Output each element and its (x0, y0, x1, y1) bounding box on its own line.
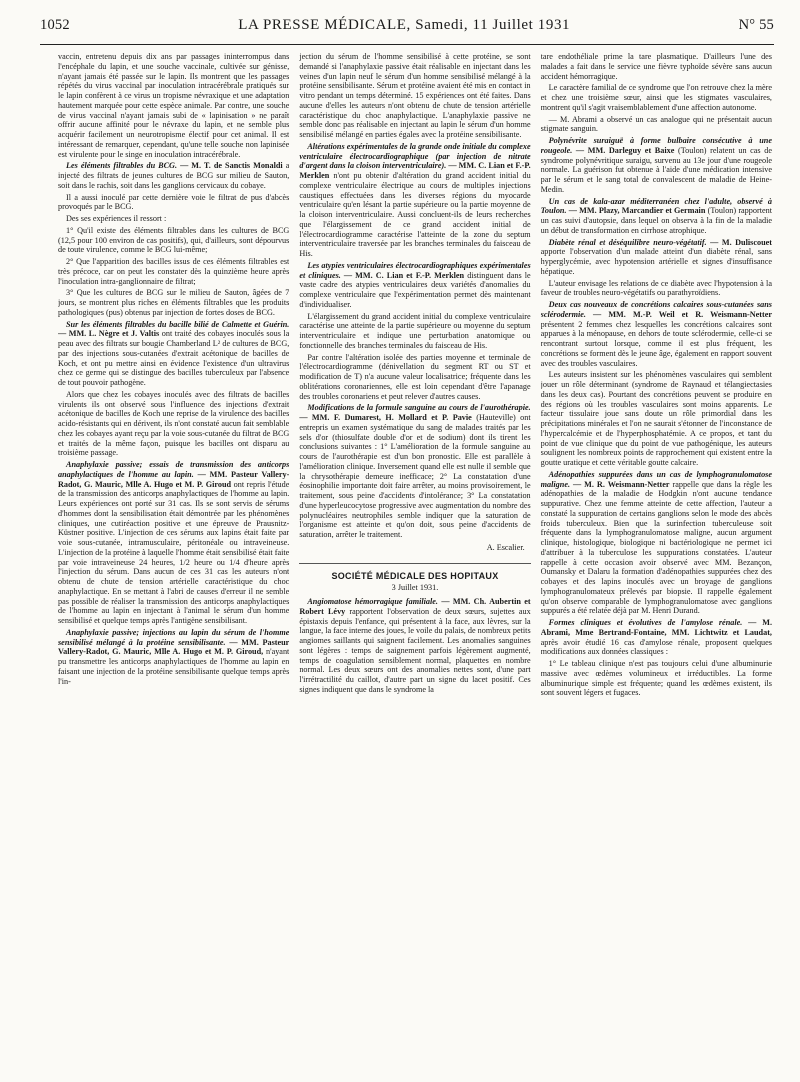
abstract-authors: — M. R. Weismann-Netter (572, 479, 670, 489)
abstract-text: distinguent dans le vaste cadre des atypies ventriculaires deux variétés d'anomalies du complexe ventriculaire que l'expérimentation permet dès maintenant d'individualiser. (299, 270, 531, 309)
abstract-text: (Toulon) rapportent un cas suivi d'autopsie, dans lequel on observa à la fin de la maladie un début de transformation en cirrhose atrophique. (540, 206, 772, 235)
abstract-authors: — MM. C. Lian et F.-P. Merklen (343, 270, 465, 280)
abstract-title: Modifications de la formule sanguine au cours de l'aurothérapie. (307, 403, 531, 413)
paragraph: Par contre l'altération isolée des parties moyenne et terminale de l'électrocardiogramme (dénivellation du segment RT ou ST et modification de T) n'a aucune valeur localisatrice; fréquente dans les oblitérations coronariennes, elle est loin cependant d'être l'apanage des troubles coronariens et peut relever d'autres causes. (299, 352, 531, 401)
abstract-item (58, 161, 289, 190)
abstract-text: (Hauteville) ont entrepris un examen systématique du sang de malades traités par les sels d'or (thiosulfate double d'or et de sodium) dont ils tirent les conclusions suivantes : 1° L'amélioration de la formule sanguine au cours de l'aurothérapie est d'un bon pronostic. Elle est parallèle à l'amélioration clinique. Inversement quand elle est nulle il semble que la chrysothérapie demeure inefficace; 2° La constatation d'une éosinophilie importante doit faire arrêter, au moins provisoirement, le traitement, sous peine d'accidents d'intolérance; 3° La constatation d'une hyperleucocytose progressive avec augmentation du nombre des polynucléaires neutrophiles semble indiquer que la saturation de l'organisme est atteinte et qu'on doit, sous peine d'accidents de saturation, arrêter le traitement. (299, 413, 531, 539)
issue-number: N° 55 (738, 17, 774, 33)
abstract-title: Adénopathies suppurées dans un cas de lymphogranulomatose maligne. (540, 469, 772, 489)
paragraph: — M. Abrami a observé un cas analogue qui ne présentait aucun stigmate sanguin. (540, 114, 772, 134)
paragraph: tare endothéliale prime la tare plasmatique. D'ailleurs l'une des malades a fait dans le service une fièvre typhoïde sévère sans aucun accident hémorragique. (540, 52, 772, 81)
paragraph: L'auteur envisage les relations de ce diabète avec l'hypotension à la faveur de troubles neuro-végétatifs ou parathyroïdiens. (540, 278, 772, 298)
abstract-item (541, 136, 772, 195)
abstract-authors: — M. Abrami, Mme Bertrand-Fontaine, MM. Lichtwitz et Laudat, (540, 618, 772, 637)
abstract-item (58, 460, 289, 626)
abstract-text: a injecté des filtrats de jeunes cultures de BCG sur milieu de Sauton, soit dans le rachis, soit dans les ganglions cervicaux du cobaye. (58, 161, 290, 190)
abstract-authors: — MM. Ch. Aubertin et Robert Lévy (299, 597, 531, 616)
abstract-authors: — M. T. de Sanctis Monaldi (180, 161, 283, 171)
abstract-title: Un cas de kala-azar méditerranéen chez l'adulte, observé à Toulon. (540, 196, 772, 216)
paragraph: 1° Qu'il existe des éléments filtrables dans les cultures de BCG (12,5 pour 100 environ de cas positifs), qui, d'ailleurs, sont dépourvus de toute virulence, comme le BCG lui-même; (58, 225, 290, 255)
abstract-text: rappelle que dans la règle les adénopathies de la maladie de Hodgkin n'ont aucune tendance suppurative. Chez une femme atteinte de cette affection, l'auteur a constaté la suppuration de certains ganglions selon le mode des abcès froids tuberculeux. Bien que la surinfection tuberculeuse soit fréquente dans la lymphogranulomatose maligne, aucun argument clinique, histologique, biologique ni bactériologique ne permet ici d'attribuer à la tuberculose les suppurations constatées. L'auteur rappelle à cette occasion avoir observé avec MM. Bezançon, Oumansky et Dalaru la formation d'adénopathies suppurées chez des cobayes et des lapins inoculés avec un broyage de ganglions lymphogranulomateux prélevés par biopsie. Il rappelle également qu'on observe comparable de lymphogranulomatose avec ganglions suppurés a été relatée déjà par M. Henri Durand. (540, 479, 772, 616)
author-signature: A. Escalier. (486, 542, 525, 552)
abstract-text: apporte l'observation d'un malade atteint d'un diabète rénal, sans hyperglycémie, avec hypotension artérielle et signes d'insuffisance hépatique. (540, 247, 772, 276)
abstract-item (541, 300, 772, 368)
abstract-title: Angiomatose hémorragique familiale. (307, 597, 438, 606)
abstract-item (299, 597, 530, 695)
abstract-title: Diabète rénal et déséquilibre neuro-végétatif. (548, 237, 707, 247)
abstract-text: rapportent l'observation de deux sœurs, sujettes aux épistaxis depuis l'enfance, qui présentent à la face, aux lèvres, sur la langue, la face interne des joues, le voile du palais, de nombreux petits angiomes saillants qui saignent facilement. Les anomalies sanguines sont légères : temps de saignement parfois légèrement augmenté, temps de coagulation sensiblement normal, plaquettes en nombre normal. Les deux sœurs ont des anomalies nettes sont, d'une part l'irrétractilité du caillot, d'autre part un signe du lacet positif. Ces signes indiquent que dans le syndrome la (299, 606, 531, 694)
abstract-authors: — MM. M.-P. Weil et R. Weismann-Netter (593, 309, 772, 319)
abstract-text: ont repris l'étude de la transmission des anticorps anaphylactiques de l'homme au lapin. Leurs expériences ont porté sur 31 cas. Ils se sont servis de sérums d'hommes dont la sensibilisation était démontrée par les phénomènes cliniques, une cutiréaction positive et une épreuve de Prausnitz-Küstner positive. L'injection de ces sérums aux lapins était faite par voie sous-cutanée, intramusculaire, péritonéale ou intraveineuse. L'injection de la protéine à laquelle l'homme était sensibilisé était faite par voie intraveineuse 24 heures, 1/2 heure ou 1/4 d'heure après l'injection du sérum. Dans aucun de ces 31 cas les auteurs n'ont obtenu de chute de tension artérielle caractéristique du choc anaphylactique. En se mettant à l'abri de causes d'erreur il ne semble pas possible de réaliser la transmission des anticorps anaphylactiques de l'homme au lapin en injectant à l'animal le sérum d'un homme sensibilisé et quelque temps après l'antigène sensibilisant. (58, 479, 290, 625)
paragraph: 1° Le tableau clinique n'est pas toujours celui d'une albuminurie massive avec œdèmes volumineux et irréductibles. La forme albuminurique simple est fréquente; quand les œdèmes existent, ils sont souvent légers et fugaces. (540, 659, 772, 698)
paragraph: Il a aussi inoculé par cette dernière voie le filtrat de pus d'abcès provoqués par le BCG. (58, 192, 290, 212)
abstract-authors: — MM. Pasteur Vallery-Radot, G. Mauric, Mlle A. Hugo et M. P. Giroud (58, 469, 290, 489)
abstract-item (299, 261, 530, 310)
paragraph: 2° Que l'apparition des bacilles issus de ces éléments filtrables est très précoce, car on peut les constater dès la quinzième heure après l'inoculation intra-ganglionnaire de filtrat; (58, 257, 290, 286)
abstract-item (299, 142, 530, 259)
section-date: 3 Juillet 1931. (391, 583, 439, 593)
paragraph: Des ses expériences il ressort : (66, 214, 167, 223)
page-header (40, 17, 774, 39)
abstract-title: Altérations expérimentales de la grande onde initiale du complexe ventriculaire électrocardiographique (par injection de nitrate d'argent dans la cloison interventriculaire). (299, 141, 531, 171)
abstract-item (541, 238, 772, 277)
abstract-title: Anaphylaxie passive; injections au lapin du sérum de l'homme sensibilisé mélangé à la protéine sensibilisante. (58, 627, 290, 647)
abstract-authors: — MM. L. Nègre et J. Valtis (58, 329, 160, 339)
paragraph: Alors que chez les cobayes inoculés avec des filtrats de bacilles virulents ils ont observé sous l'influence des injections d'extrait acétonique de bacilles de Koch une reprise de la virulence des bacilles acido-résistants qui en dérivent, ils n'ont constaté aucun fait semblable chez les cobayes ayant reçu par la voie sous-cutanée du filtrat de BCG et traités de la même façon, puisque les bacilles ont disparu au troisième passage. (58, 389, 290, 458)
abstract-title: Anaphylaxie passive; essais de transmission des anticorps anaphylactiques de l'homme au lapin. (58, 460, 290, 479)
abstract-authors: — MM. Darleguy et Baixe (575, 145, 675, 155)
page-number: 1052 (40, 17, 70, 33)
abstract-item (299, 403, 530, 540)
abstract-title: Formes cliniques et évolutives de l'amylose rénale. (548, 618, 743, 627)
paragraph: Le caractère familial de ce syndrome que l'on retrouve chez la mère et chez une troisième sœur, ainsi que les stigmates vasculaires, montrent qu'il s'agit vraisemblablement d'une affection autonome. (540, 83, 772, 112)
abstract-authors: — MM. Pasteur Vallery-Radot, G. Mauric, Mlle A. Hugo et M. P. Giroud, (58, 637, 290, 657)
abstract-item (58, 320, 289, 388)
paragraph: Les auteurs insistent sur les phénomènes vasculaires qui semblent jouer un rôle déterminant (syndrome de Raynaud et télangiectasies dans les deux cas). Pourtant des concrétions peuvent se produire en des régions où les troubles vasculaires sont moins apparents. Le facteur tissulaire joue sans doute un rôle primordial dans les précipitations minérales et l'on ne saurait s'étonner de l'inconstance de l'hypercalcémie et de l'hyperphosphatémie. A ce propos, et tant du point de vue clinique que du point de vue pathogénique, les auteurs soulignent les nombreux points de rapprochement qui existent entre la goutte uratique et cette véritable goutte calcaire. (540, 370, 772, 467)
paragraph: 3° Que les cultures de BCG sur le milieu de Sauton, âgées de 7 jours, se montrent plus riches en éléments filtrables que les produits pathologiques (pus) obtenus par injection de fortes doses de BCG. (58, 288, 290, 317)
abstract-authors: — MM. C. Lian et F.-P. Merklen (299, 161, 531, 180)
abstract-text: n'ayant pu transmettre les anticorps anaphylactiques de l'homme au lapin en faisant une injection de la protéine sensibilisante quelque temps après l'in- (58, 647, 290, 686)
abstract-item (58, 628, 289, 687)
abstract-title: Les éléments filtrables du BCG. (66, 161, 178, 171)
section-heading: SOCIÉTÉ MÉDICALE DES HOPITAUX (299, 563, 530, 582)
journal-title: LA PRESSE MÉDICALE, Samedi, 11 Juillet 1931 (238, 17, 571, 33)
abstract-text: après avoir étudié 16 cas d'amylose rénale, proposent quelques modifications aux données classiques : (540, 637, 772, 657)
column-3 (541, 52, 772, 1076)
paragraph: jection du sérum de l'homme sensibilisé à cette protéine, se sont demandé si l'anaphylaxie passive était réalisable en injectant dans les veines d'un lapin neuf le sérum d'un homme sensibilisé mélangé à la protéine sensibilisante. Sérum et protéine avaient été mis en contact in vitro pendant un temps déterminé. 15 expériences ont été faites. Dans aucune d'elles les auteurs n'ont obtenu de chute de tension artérielle caractéristique du choc anaphylactique. L'anaphylaxie passive ne semble donc pas réalisable en injectant au lapin le sérum d'un homme sensibilisé mélangé en parties égales avec la protéine sensibilisante. (299, 52, 531, 139)
abstract-title: Les atypies ventriculaires électrocardiographiques expérimentales et cliniques. (299, 260, 531, 280)
abstract-text: (Toulon) relatent un cas de syndrome polynévritique suraigu, survenu au 13e jour d'une rougeole normale. La guérison fut obtenue à l'aide d'une médication intensive par le sérum et le sang total de convalescent de maladie de Heine-Medin. (540, 145, 772, 194)
abstract-authors: — M. Duliscouet (710, 237, 772, 247)
abstract-title: Polynévrite suraiguë à forme bulbaire consécutive à une rougeole. (540, 136, 772, 155)
abstract-text: n'ont pu obtenir d'altération du grand accident initial du complexe ventriculaire électrique au cours de multiples injections caustiques effectuées dans les diverses régions du myocarde ventriculaire qu'en lésant la partie supérieure ou la partie moyenne de la cloison interventriculaire. Aussi concluent-ils de leurs recherches que l'élargissement de ce grand accident initial de l'électrocardiogramme caractérise l'atteinte de la zone du septum interventriculaire traversée par les branches terminales du faisceau de His. (299, 171, 531, 258)
column-1 (58, 52, 289, 1076)
abstract-item (541, 470, 772, 616)
paragraph: vaccin, entretenu depuis dix ans par passages ininterrompus dans l'encéphale du lapin, et une souche vaccinale, cultivée sur génisse, n'ayant jamais été passée sur le lapin. Ils montrent que les passages répétés du virus vaccinal par inoculation intracérébrale pratiqués sur le lapin confèrent à ce virus un tropisme névraxique et une adaptation hautement marquée pour cette espèce animale. Par contre, une souche de virus vaccinal n'ayant jamais subi de « lapinisation » ne paraît offrir aucune affinité pour le névraxe du lapin, et ne semble plus acquérir facilement un neurotropisme électif pour cet animal. Il est intéressant de remarquer, cependant, qu'une telle souche non lapinisée est virulente pour le singe en inoculation intracérébrale. (58, 52, 290, 159)
article-columns (58, 52, 772, 1076)
column-2 (299, 52, 530, 1076)
abstract-text: présentent 2 femmes chez lesquelles les concrétions calcaires sont apparues à la ménopause, en dehors de toute sclérodermie, celle-ci se rencontrant surtout lorsque, comme il est plus fréquent, les concrétions se forment dès le jeune âge, également en rapport souvent avec des troubles vasculaires. (540, 319, 772, 368)
abstract-authors: — MM. F. Dumarest, H. Mollard et P. Pavie (299, 413, 472, 422)
abstract-authors: — MM. Plazy, Marcandier et Germain (568, 206, 706, 216)
abstract-title: Deux cas nouveaux de concrétions calcaires sous-cutanées sans sclérodermie. (540, 300, 772, 319)
abstract-text: ont traité des cobayes inoculés sous la peau avec des filtrats sur bougie Chamberland L² de cultures de BCG, par des injections sous-cutanées d'extrait acétonique de bacilles de Koch, et ont pu mettre ainsi en évidence l'existence d'un ultravirus chez ce germe qui se distingue des bacilles tuberculeux par l'absence de tout pouvoir pathogène. (58, 329, 290, 387)
abstract-item (541, 197, 772, 236)
header-rule (40, 44, 774, 45)
abstract-title: Sur les éléments filtrables du bacille bilié de Calmette et Guérin. (66, 319, 290, 329)
paragraph: L'élargissement du grand accident initial du complexe ventriculaire caractérise une atteinte de la partie supérieure ou moyenne du septum interventriculaire et indique une perturbation anatomique ou fonctionnelle des branches terminales du faisceau de His. (299, 311, 531, 350)
abstract-item (541, 618, 772, 657)
